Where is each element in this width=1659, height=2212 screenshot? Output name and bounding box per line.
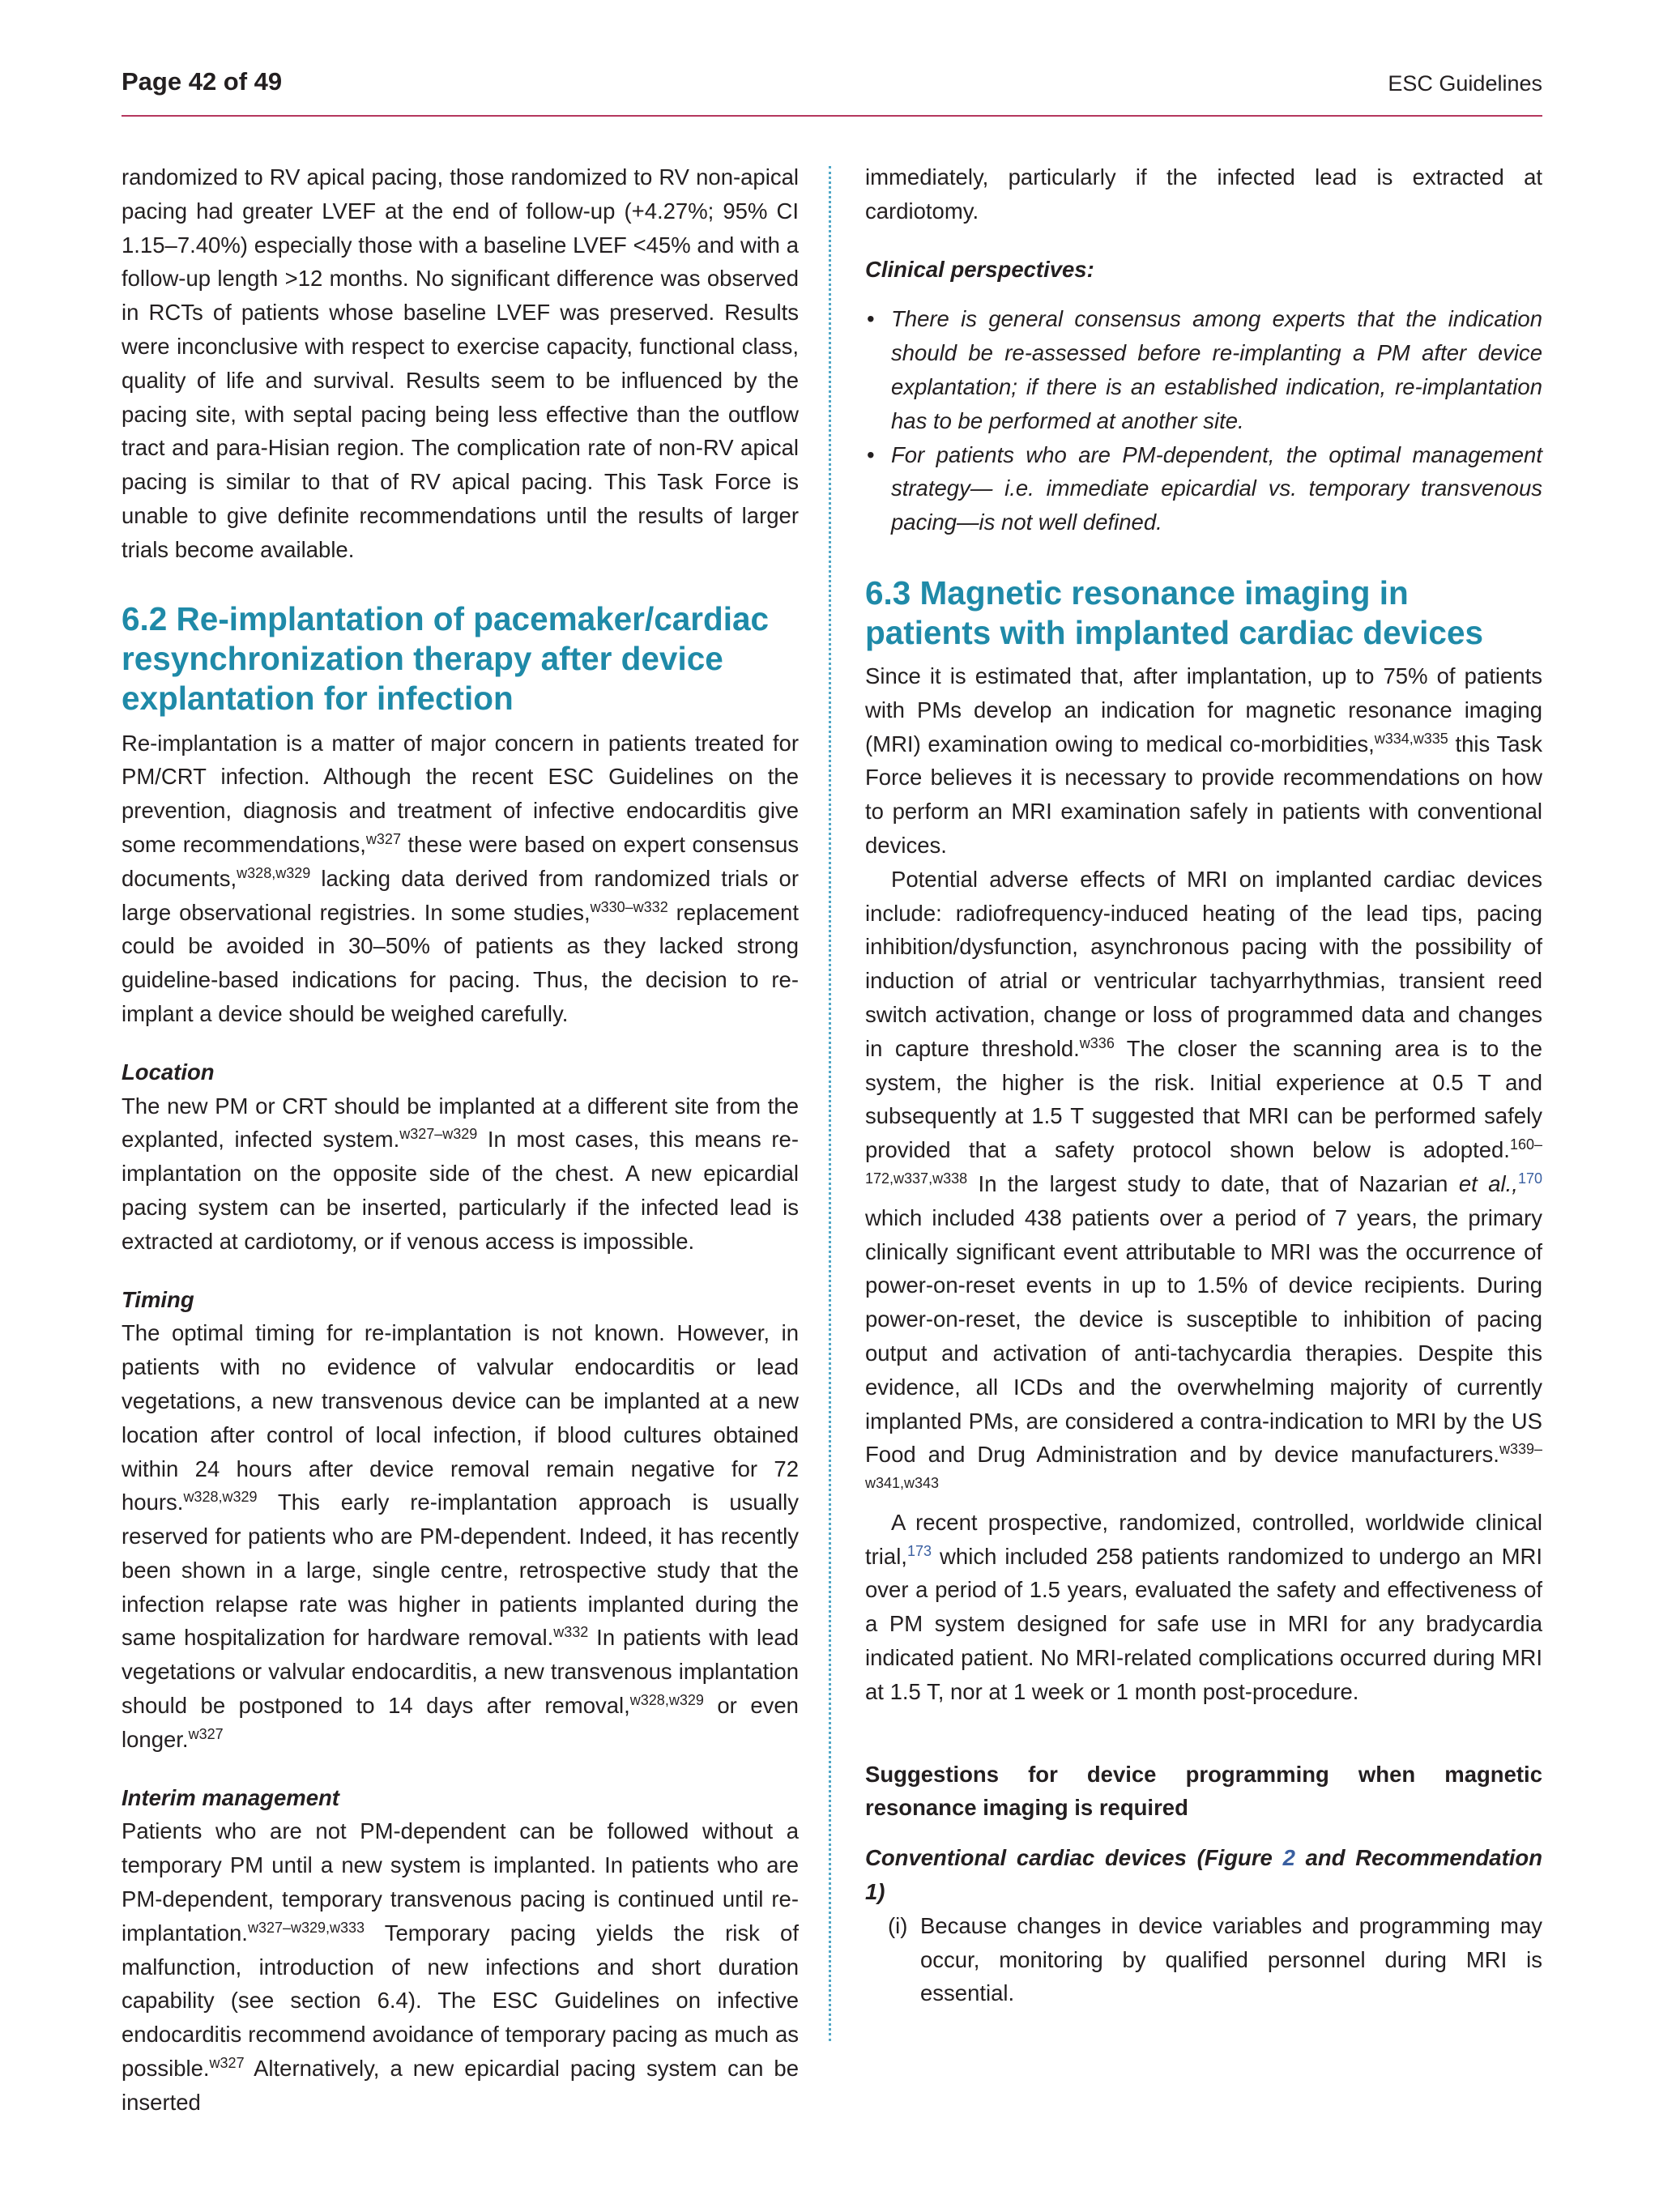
location-paragraph: The new PM or CRT should be implanted at a different site from the explanted, infected system.$^{w327-w329}$ In most cases, this means re-implantation on the opposite side of the chest. A new epicardial pacing system can be inserted, particularly if the infected lead is extracted at cardiotomy, or if venous access is impossible.: [122, 1093, 799, 1254]
interim-management-heading: Interim management: [122, 1784, 339, 1810]
conventional-devices-heading: Conventional cardiac devices (Figure 2 and Recommendation 1): [865, 1845, 1542, 1905]
page-header: [122, 65, 1542, 117]
figure-link[interactable]: 2: [1282, 1845, 1295, 1871]
numbered-item-i: (i) Because changes in device variables and programming may occur, monitoring by qualified personnel during MRI is essential.: [888, 1912, 1542, 2006]
location-heading: Location: [122, 1059, 215, 1085]
intro-paragraph: randomized to RV apical pacing, those randomized to RV non-apical pacing had greater LVEF at the end of follow-up (+4.27%; 95% CI 1.15–7.40%) especially those with a baseline LVEF <45% and with a follow-up length >12 months. No significant difference was observed in RCTs of patients whose baseline LVEF was preserved. Results were inconclusive with respect to exercise capacity, functional class, quality of life and survival. Results seem to be influenced by the pacing site, with septal pacing being less effective than the outflow tract and para-Hisian region. The complication rate of non-RV apical pacing is similar to that of RV apical pacing. This Task Force is unable to give definite recommendations until the results of larger trials become available.: [122, 164, 799, 562]
interim-paragraph: Patients who are not PM-dependent can be followed without a temporary PM until a new system is implanted. In patients who are PM-dependent, temporary transvenous pacing is continued until re-implantation.$^{w327-w329,w333}$ Temporary pacing yields the risk of malfunction, introduction of new infections and short duration capability (see section 6.4). The ESC Guidelines on infective endocarditis recommend avoidance of temporary pacing as much as possible.$^{w327}$ Alternatively, a new epicardial pacing system can be inserted: [122, 1818, 799, 2115]
clinical-perspectives-list: [865, 302, 1542, 539]
reimplantation-paragraph: Re-implantation is a matter of major concern in patients treated for PM/CRT infection. Although the recent ESC Guidelines on the prevention, diagnosis and treatment of infective endocarditis give some recommendations,$^{w327}$ these were based on expert consensus documents,$^{w328,w329}$ lacking data derived from randomized trials or large observational registries. In some studies,$^{w330-w332}$ replacement could be avoided in 30–50% of patients as they lacked strong guideline-based indications for pacing. Thus, the decision to re-implant a device should be weighed carefully.: [122, 730, 799, 1026]
column-divider: [829, 166, 831, 2041]
mri-paragraph-2: Potential adverse effects of MRI on implanted cardiac devices include: radiofrequency-induced heating of the lead tips, pacing inhibition/dysfunction, asynchronous pacing with the possibility of induction of atrial or ventricular tachyarrhythmias, transient reed switch activation, change or loss of programmed data and changes in capture threshold.$^{w336}$ The closer the scanning area is to the system, the higher is the risk. Initial experience at 0.5 T and subsequently at 1.5 T suggested that MRI can be performed safely provided that a safety protocol shown below is adopted.$^{160-172,w337,w338}$ In the largest study to date, that of Nazarian et al.,$^{170}$ which included 438 patients over a period of 7 years, the primary clinically significant event attributable to MRI was the occurrence of power-on-reset events in up to 1.5% of device recipients. During power-on-reset, the device is susceptible to inhibition of pacing output and activation of anti-tachycardia therapies. Despite this evidence, all ICDs and the overwhelming majority of currently implanted PMs, are considered a contra-indication to MRI by the US Food and Drug Administration and by device manufacturers.$^{w339-w341,w343}$: [865, 866, 1542, 1491]
mri-paragraph-1: Since it is estimated that, after implantation, up to 75% of patients with PMs develop an indication for magnetic resonance imaging (MRI) examination owing to medical co-morbidities,$^{w334,w335}$ this Task Force believes it is necessary to provide recommendations on how to perform an MRI examination safely in patients with conventional devices.: [865, 663, 1543, 858]
suggestions-heading: Suggestions for device programming when magnetic resonance imaging is required: [865, 1761, 1542, 1821]
timing-paragraph: The optimal timing for re-implantation is not known. However, in patients with no evidence of valvular endocarditis or lead vegetations, a new transvenous device can be implanted at a new location after control of local infection, if blood cultures obtained within 24 hours after device removal remain negative for 72 hours.$^{w328,w329}$ This early re-implantation approach is usually reserved for patients who are PM-dependent. Indeed, it has recently been shown in a large, single centre, retrospective study that the infection relapse rate was higher in patients implanted during the same hospitalization for hardware removal.$^{w332}$ In patients with lead vegetations or valvular endocarditis, a new transvenous implantation should be postponed to 14 days after removal,$^{w328,w329}$ or even longer.$^{w327}$: [122, 1320, 799, 1752]
left-column: [122, 160, 799, 2120]
page-number: Page 42 of 49: [122, 67, 283, 96]
clinical-perspectives-heading: Clinical perspectives:: [865, 256, 1094, 282]
list-item: • There is general consensus among experts that the indication should be re-assessed before re-implanting a PM after device explantation; if there is an established indication, re-implantation has to be performed at another site.: [865, 302, 1542, 437]
mri-paragraph-3: A recent prospective, randomized, controlled, worldwide clinical trial,$^{173}$ which included 258 patients randomized to undergo an MRI over a period of 1.5 years, evaluated the safety and effectiveness of a PM system designed for safe use in MRI for any bradycardia indicated patient. No MRI-related complications occurred during MRI at 1.5 T, nor at 1 week or 1 month post-procedure.: [865, 1509, 1542, 1704]
timing-heading: Timing: [122, 1286, 194, 1312]
continuation-paragraph: immediately, particularly if the infected lead is extracted at cardiotomy.: [865, 164, 1542, 224]
running-title: ESC Guidelines: [1388, 71, 1542, 96]
section-6-3-heading: 6.3 Magnetic resonance imaging in patients with implanted cardiac devices: [865, 573, 1483, 651]
section-6-2-heading: 6.2 Re-implantation of pacemaker/cardiac resynchronization therapy after device explantation for infection: [122, 599, 770, 717]
list-item: • For patients who are PM-dependent, the optimal management strategy— i.e. immediate epicardial vs. temporary transvenous pacing—is not well defined.: [865, 438, 1542, 539]
right-column: [865, 160, 1542, 2010]
